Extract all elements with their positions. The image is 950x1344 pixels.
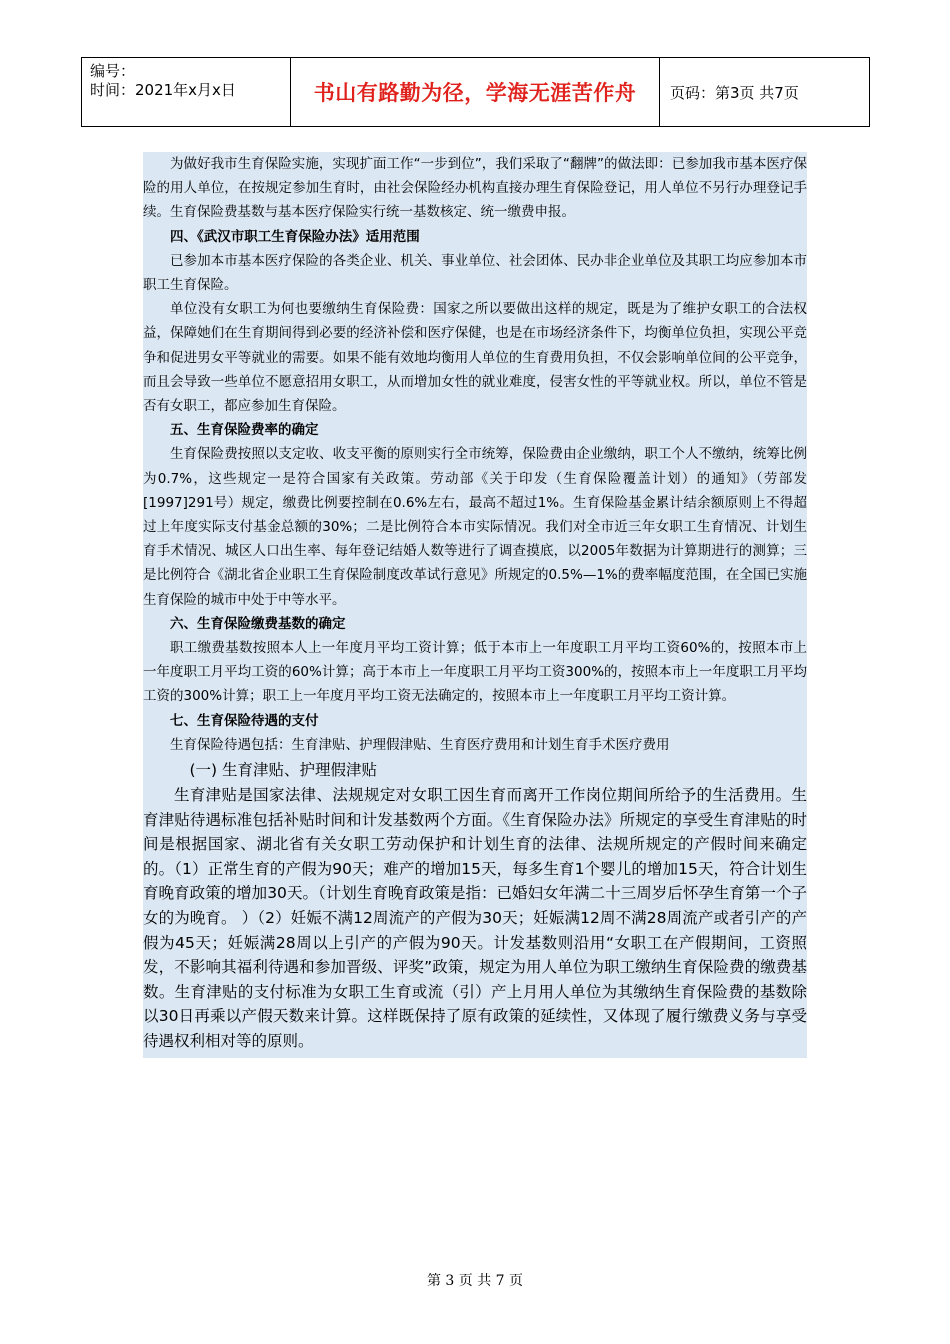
paragraph-4: 生育保险费按照以支定收、收支平衡的原则实行全市统筹，保险费由企业缴纳，职工个人不缴纳，统筹比例为0.7%，这些规定一是符合国家有关政策。劳动部《关于印发（生育保险覆盖计划）的通知》（劳部发[1997]291号）规定，缴费比例要控制在0.6%左右，最高不超过1%。生育保险基金累计结余额原则上不得超过上年度实际支付基金总额的30%；二是比例符合本市实际情况。我们对全市近三年女职工生育情况、计划生育手术情况、城区人口出生率、每年登记结婚人数等进行了调查摸底，以2005年数据为计算期进行的测算；三是比例符合《湖北省企业职工生育保险制度改革试行意见》所规定的0.5%—1%的费率幅度范围，在全国已实施生育保险的城市中处于中等水平。 [143, 446, 807, 608]
paragraph-5: 职工缴费基数按照本人上一年度月平均工资计算；低于本市上一年度职工月平均工资60%的，按照本市上一年度职工月平均工资的60%计算；高于本市上一年度职工月平均工资300%的，按照本市上一年度职工月平均工资的300%计算；职工上一年度月平均工资无法确定的，按照本市上一年度职工月平均工资计算。 [143, 640, 807, 705]
section-heading-6: 六、生育保险缴费基数的确定 [170, 615, 346, 632]
number-label: 编号： [90, 62, 136, 80]
section-heading-5: 五、生育保险费率的确定 [170, 422, 319, 439]
header-page-info: 页码：第3页 共7页 [660, 58, 870, 127]
section-heading-4: 四、《武汉市职工生育保险办法》适用范围 [170, 228, 420, 245]
section-heading-7: 七、生育保险待遇的支付 [170, 712, 319, 729]
document-body [143, 152, 807, 1058]
paragraph-3: 单位没有女职工为何也要缴纳生育保险费：国家之所以要做出这样的规定，既是为了维护女职工的合法权益，保障她们在生育期间得到必要的经济补偿和医疗保健，也是在市场经济条件下，均衡单位负担，实现公平竞争和促进男女平等就业的需要。如果不能有效地均衡用人单位的生育费用负担，不仅会影响单位间的公平竞争，而且会导致一些单位不愿意招用女职工，从而增加女性的就业难度，侵害女性的平等就业权。所以，单位不管是否有女职工，都应参加生育保险。 [143, 301, 807, 415]
subsection-heading-1: (一) 生育津贴、护理假津贴 [189, 761, 378, 780]
header-motto-cell [291, 58, 660, 127]
header-left-cell [82, 58, 291, 127]
paragraph-2: 已参加本市基本医疗保险的各类企业、机关、事业单位、社会团体、民办非企业单位及其职工均应参加本市职工生育保险。 [143, 252, 807, 294]
paragraph-6: 生育保险待遇包括：生育津贴、护理假津贴、生育医疗费用和计划生育手术医疗费用 [170, 736, 670, 753]
page-footer: 第 3 页 共 7 页 [426, 1273, 524, 1289]
time-label: 时间：2021年x月x日 [90, 81, 236, 99]
paragraph-7: 生育津贴是国家法律、法规规定对女职工因生育而离开工作岗位期间所给予的生活费用。生育津贴待遇标准包括补贴时间和计发基数两个方面。《生育保险办法》所规定的享受生育津贴的时间是根据国家、湖北省有关女职工劳动保护和计划生育的法律、法规所规定的产假时间来确定的。（1）正常生育的产假为90天；难产的增加15天，每多生育1个婴儿的增加15天，符合计划生育晚育政策的增加30天。（计划生育晚育政策是指：已婚妇女年满二十三周岁后怀孕生育第一个子女的为晚育。 ）（2）妊娠不满12周流产的产假为30天；妊娠满12周不满28周流产或者引产的产假为45天；妊娠满28周以上引产的产假为90天。计发基数则沿用“女职工在产假期间，工资照发，不影响其福利待遇和参加晋级、评奖”政策，规定为用人单位为职工缴纳生育保险费的缴费基数。生育津贴的支付标准为女职工生育或流（引）产上月用人单位为其缴纳生育保险费的基数除以30日再乘以产假天数来计算。这样既保持了原有政策的延续性，又体现了履行缴费义务与享受待遇权利相对等的原则。 [143, 786, 807, 1051]
motto-text: 书山有路勤为径，学海无涯苦作舟 [313, 81, 637, 105]
header-table [81, 57, 870, 127]
paragraph-1: 为做好我市生育保险实施，实现扩面工作“一步到位”，我们采取了“翻牌”的做法即：已参加我市基本医疗保险的用人单位，在按规定参加生育时，由社会保险经办机构直接办理生育保险登记，用人单位不另行办理登记手续。生育保险费基数与基本医疗保险实行统一基数核定、统一缴费申报。 [143, 156, 807, 221]
